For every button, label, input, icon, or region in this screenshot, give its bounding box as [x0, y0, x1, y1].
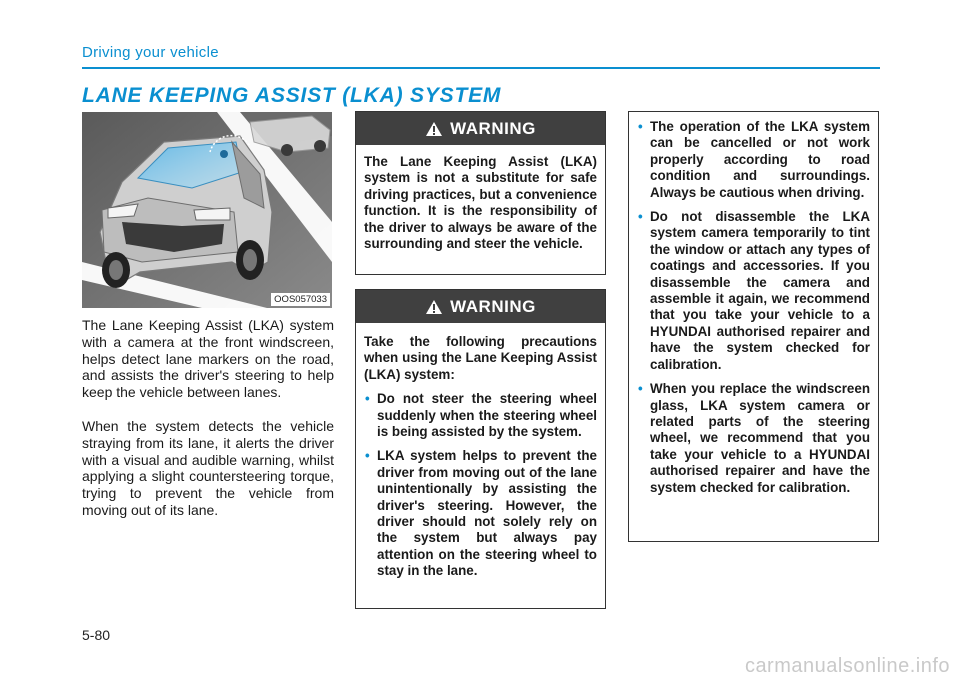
watermark: carmanualsonline.info [744, 655, 950, 677]
lka-illustration [82, 112, 332, 308]
warning-1-text: The Lane Keeping Assist (LKA) system is not a substitute for safe driving practices, but a convenience function. It is the responsibility of the driver to always be aware of the surrounding and steer the vehicle. [364, 154, 597, 252]
header-rule [82, 67, 880, 69]
warning-heading: WARNING [450, 118, 536, 138]
intro-paragraph-1: The Lane Keeping Assist (LKA) system with a camera at the front windscreen, helps detect lane markers on the road, and assists the driver's steering to help keep the vehicle between lanes. [82, 317, 334, 401]
warning-box-1 [355, 111, 606, 275]
list-item: • When you replace the windscreen glass, LKA system camera or related parts of the steering wheel, we recommend that you take your vehicle to a HYUNDAI authorised repairer and have the system checked for calibration. [637, 381, 870, 496]
warning-triangle-icon [425, 121, 443, 137]
warning-2-intro: Take the following precautions when using the Lane Keeping Assist (LKA) system: [364, 334, 597, 382]
warning-2-list [364, 391, 597, 579]
list-item: • Do not disassemble the LKA system camera temporarily to tint the window or attach any types of coatings and accessories. If you disassemble the camera and assemble it again, we recommend that you take your vehicle to a HYUNDAI authorised repairer and have the system checked for calibration. [637, 209, 870, 373]
page-number: 5-80 [82, 627, 111, 643]
list-item: • The operation of the LKA system can be cancelled or not work properly according to road condition and surroundings. Always be cautious when driving. [637, 119, 870, 201]
warning-3-list [637, 119, 870, 496]
list-item: • Do not steer the steering wheel suddenly when the steering wheel is being assisted by the system. [364, 391, 597, 440]
warning-header [356, 290, 605, 323]
warning-header [356, 112, 605, 145]
warning-box-3 [628, 111, 879, 542]
warning-3-body [629, 112, 878, 496]
warning-box-2 [355, 289, 606, 609]
section-label: Driving your vehicle [82, 44, 219, 61]
warning-2-body [356, 323, 605, 580]
list-item: • LKA system helps to prevent the driver from moving out of the lane unintentionally by assisting the driver's steering. However, the driver should not solely rely on the system but always pay attention on the steering wheel to stay in the lane. [364, 448, 597, 579]
intro-paragraph-2: When the system detects the vehicle straying from its lane, it alerts the driver with a visual and audible warning, whilst applying a slight countersteering torque, trying to prevent the vehicle from moving out of its lane. [82, 418, 334, 518]
car-illustration [82, 112, 332, 308]
page-title: LANE KEEPING ASSIST (LKA) SYSTEM [82, 84, 502, 107]
warning-triangle-icon [425, 299, 443, 315]
figure-code: OOS057033 [271, 293, 330, 306]
warning-heading: WARNING [450, 296, 536, 316]
